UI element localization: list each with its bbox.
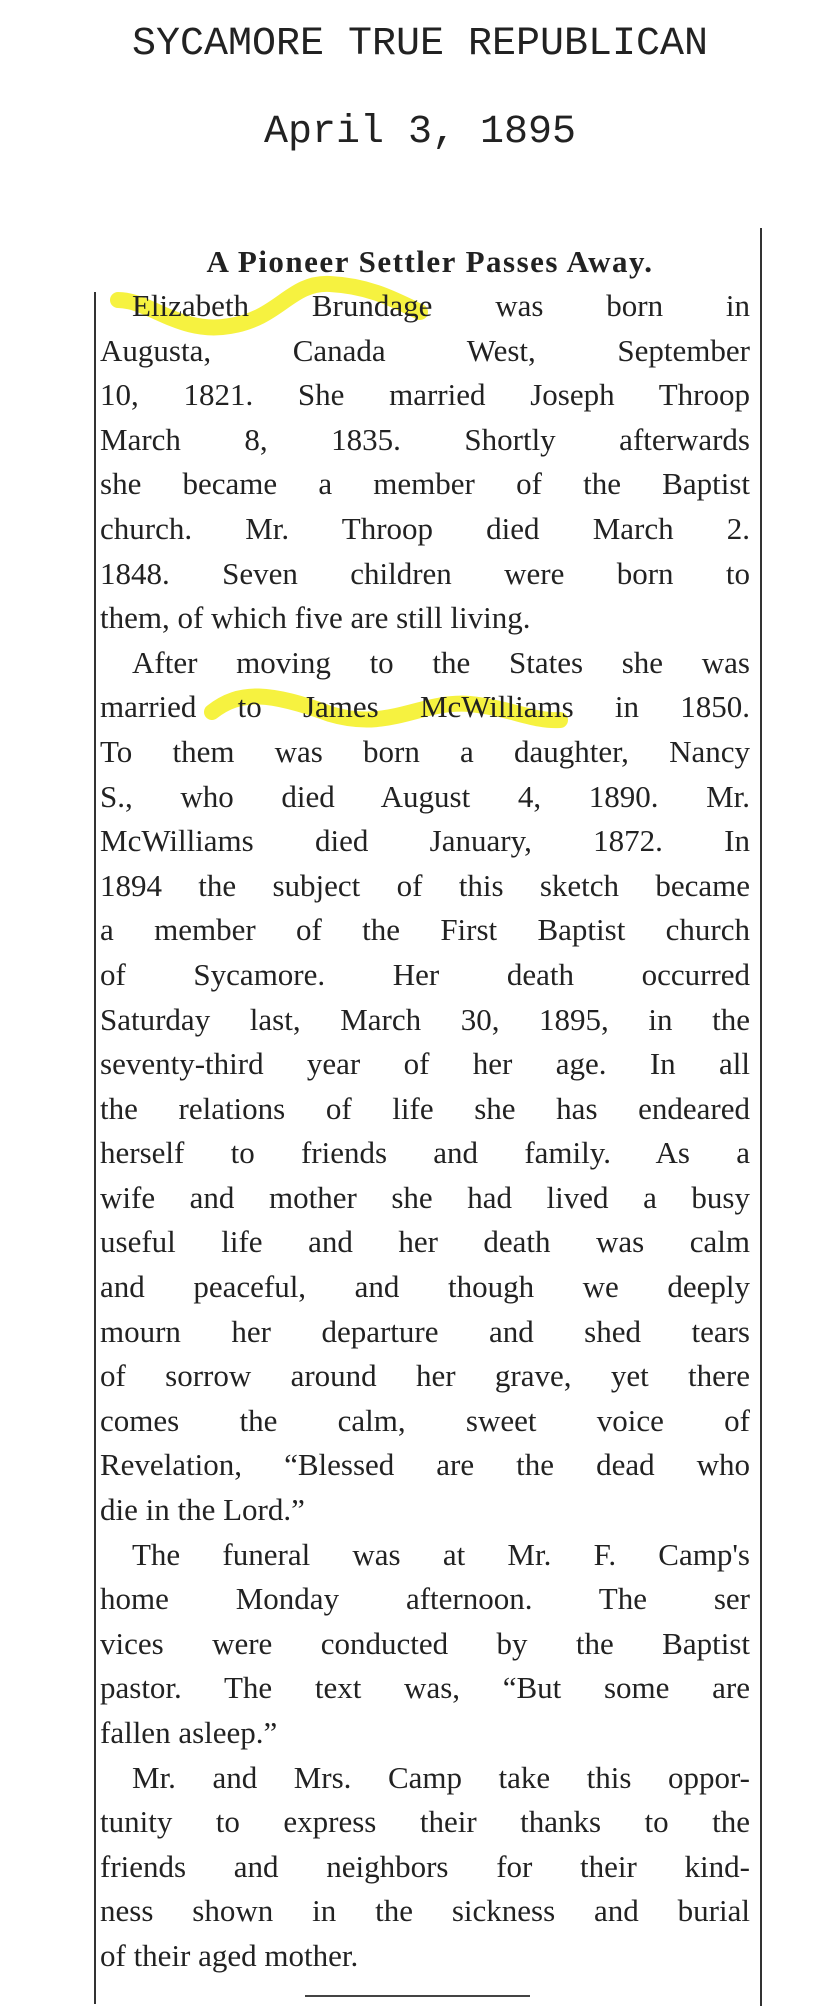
text-line: them, of which five are still living. — [100, 600, 531, 636]
text-line: Revelation, “Blessed are the dead who — [100, 1447, 750, 1483]
newspaper-title: SYCAMORE TRUE REPUBLICAN — [131, 22, 709, 67]
article-paragraph — [100, 284, 750, 641]
text-line: S., who died August 4, 1890. Mr. — [100, 778, 750, 814]
text-line: pastor. The text was, “But some are — [100, 1670, 750, 1706]
text-line: home Monday afternoon. The ser — [100, 1581, 750, 1617]
text-line: and peaceful, and though we deeply — [100, 1269, 750, 1305]
text-line: of Sycamore. Her death occurred — [100, 956, 750, 992]
text-line: married to James McWilliams in 1850. — [100, 689, 750, 725]
text-line: 1848. Seven children were born to — [100, 555, 750, 591]
article-body — [100, 284, 750, 1979]
text-line: of sorrow around her grave, yet there — [100, 1358, 750, 1394]
text-line: McWilliams died January, 1872. In — [100, 823, 750, 859]
text-line: church. Mr. Throop died March 2. — [100, 510, 750, 546]
text-line: friends and neighbors for their kind- — [100, 1848, 750, 1884]
text-line: Saturday last, March 30, 1895, in the — [100, 1001, 750, 1037]
text-line: 1894 the subject of this sketch became — [100, 867, 750, 903]
article-paragraph — [100, 641, 750, 1533]
text-line: After moving to the States she was — [132, 644, 750, 680]
publication-date: April 3, 1895 — [263, 110, 577, 155]
column-rule-right — [760, 228, 762, 2006]
text-line: Elizabeth Brundage was born in — [132, 288, 750, 323]
column-rule-left — [94, 292, 96, 2004]
text-line: mourn her departure and shed tears — [100, 1313, 750, 1349]
text-line: wife and mother she had lived a busy — [100, 1179, 750, 1215]
end-rule — [305, 1995, 530, 1997]
article-paragraph — [100, 1533, 750, 1756]
text-line: seventy-third year of her age. In all — [100, 1046, 750, 1082]
text-line: comes the calm, sweet voice of — [100, 1402, 750, 1438]
text-line: the relations of life she has endeared — [100, 1090, 750, 1126]
text-line: herself to friends and family. As a — [100, 1135, 750, 1171]
text-line: useful life and her death was calm — [100, 1224, 750, 1260]
text-line: fallen asleep.” — [100, 1715, 278, 1750]
text-line: Mr. and Mrs. Camp take this oppor- — [132, 1759, 750, 1795]
text-line: tunity to express their thanks to the — [100, 1804, 750, 1840]
text-line: ness shown in the sickness and burial — [100, 1893, 750, 1929]
text-line: The funeral was at Mr. F. Camp's — [132, 1536, 750, 1572]
text-line: vices were conducted by the Baptist — [100, 1625, 750, 1661]
text-line: of their aged mother. — [100, 1937, 359, 1973]
text-line: March 8, 1835. Shortly afterwards — [100, 421, 750, 457]
text-line: To them was born a daughter, Nancy — [100, 733, 750, 769]
text-line: 10, 1821. She married Joseph Throop — [100, 377, 750, 413]
text-line: die in the Lord.” — [100, 1492, 305, 1528]
article-headline: A Pioneer Settler Passes Away. — [206, 244, 654, 279]
article-paragraph — [100, 1756, 750, 1979]
text-line: Augusta, Canada West, September — [100, 332, 750, 368]
text-line: a member of the First Baptist church — [100, 912, 750, 948]
text-line: she became a member of the Baptist — [100, 466, 750, 502]
